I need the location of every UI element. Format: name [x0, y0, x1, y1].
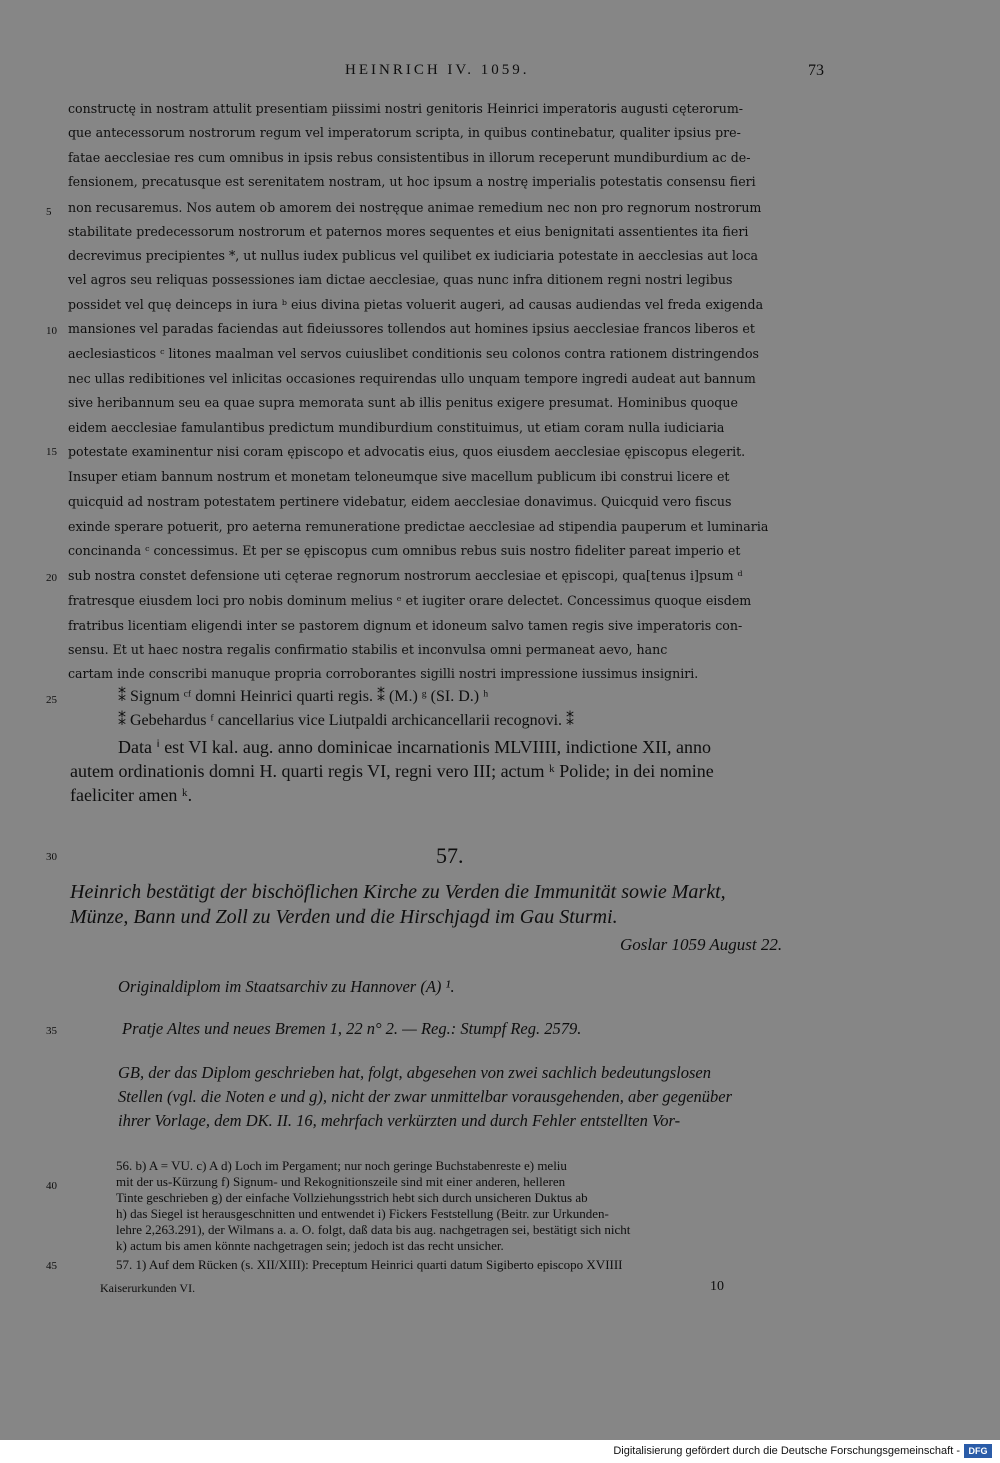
dfg-logo[interactable]: DFG: [964, 1444, 992, 1458]
footnote-line: 56. b) A = VU. c) A d) Loch im Pergament; nur noch geringe Buchstabenreste e) meliu: [116, 1158, 567, 1173]
sheet-number: 10: [710, 1279, 724, 1294]
line-number-25: 25: [46, 694, 57, 706]
page-title: HEINRICH IV. 1059.: [345, 62, 530, 78]
text-line: potestate examinentur nisi coram ępiscopo et advocatis eius, quos eiusdem aecclesiae ępiscopus elegerit.: [68, 444, 746, 459]
dating-line: Data ⁱ est VI kal. aug. anno dominicae incarnationis MLVIIII, indictione XII, anno: [118, 737, 712, 757]
footnote-line: h) das Siegel ist herausgeschnitten und entwendet i) Fickers Feststellung (Beitr. zur Urkunden-: [116, 1206, 609, 1221]
text-line: eidem aecclesiae famulantibus predictum mundiburdium constituimus, ut etiam coram nulla iudiciaria: [68, 420, 725, 435]
text-line: sive heribannum seu ea quae supra memorata sunt ab illis penitus exigere presumat. Hominibus quoque: [68, 395, 738, 410]
line-number-15: 15: [46, 446, 57, 458]
text-line: vel agros seu reliquas possessiones iam dictae aecclesiae, quas nunc infra ditionem regni nostri legibus: [68, 272, 733, 287]
dating-line: autem ordinationis domni H. quarti regis VI, regni vero III; actum ᵏ Polide; in dei nomine: [70, 761, 714, 781]
line-number-45: 45: [46, 1260, 57, 1272]
preface-line: GB, der das Diplom geschrieben hat, folgt, abgesehen von zwei sachlich bedeutungslosen: [118, 1063, 711, 1082]
text-line: fensionem, precatusque est serenitatem nostram, ut hoc ipsum a nostrę imperialis potestatis consensu fieri: [68, 174, 756, 189]
dfg-credit-bar: [0, 1440, 1000, 1463]
footnote-line: lehre 2,263.291), der Wilmans a. a. O. folgt, daß data bis aug. nachgetragen sei, bestätigt sich nicht: [116, 1222, 631, 1237]
text-line: mansiones vel paradas faciendas aut fideiussores tollendos aut homines ipsius aecclesiae francos liberos et: [68, 321, 755, 336]
preface-line: Stellen (vgl. die Noten e und g), nicht der zwar unmittelbar vorausgehenden, aber gegenüber: [118, 1087, 733, 1106]
text-line: fatae aecclesiae res cum omnibus in ipsis rebus consistentibus in illorum receperunt mundiburdium ac de-: [68, 150, 751, 165]
text-line: concinanda ᶜ concessimus. Et per se ępiscopus cum omnibus rebus suis nostro fideliter pareat imperio et: [68, 543, 741, 558]
text-line: que antecessorum nostrorum regum vel imperatorum scripta, in quibus continebatur, qualiter ipsius pre-: [68, 125, 741, 140]
text-line: decrevimus precipientes *, ut nullus iudex publicus vel quilibet ex iudiciaria potestate in aecclesias aut loca: [68, 248, 759, 263]
editions-note: Pratje Altes und neues Bremen 1, 22 n° 2. — Reg.: Stumpf Reg. 2579.: [122, 1019, 582, 1038]
text-line: fratresque eiusdem loci pro nobis dominum melius ᵉ et iugiter orare delectet. Concessimus quoque eisdem: [68, 593, 752, 608]
text-line: aeclesiasticos ᶜ litones maalman vel servos cuiuslibet conditionis seu colonos contra rationem distringendos: [68, 346, 759, 361]
line-number-40: 40: [46, 1180, 57, 1192]
text-line: exinde sperare potuerit, pro aeterna remuneratione predictae aecclesiae ad stipendia pauperum et luminaria: [68, 519, 769, 534]
regest-line: Münze, Bann und Zoll zu Verden und die Hirschjagd im Gau Sturmi.: [70, 906, 618, 928]
footnote-line: 57. 1) Auf dem Rücken (s. XII/XIII): Preceptum Heinrici quarti datum Sigiberto episcopo XVIIII: [116, 1257, 623, 1272]
signum-line: ⁑ Signum ᶜᶠ domni Heinrici quarti regis. ⁑ (M.) ᵍ (SI. D.) ʰ: [118, 688, 489, 705]
text-line: Insuper etiam bannum nostrum et monetam teloneumque sive macellum publicum ibi construi licere et: [68, 469, 730, 484]
line-number-10: 10: [46, 325, 57, 337]
preface-line: ihrer Vorlage, dem DK. II. 16, mehrfach verkürzten und durch Fehler entstellten Vor-: [118, 1111, 681, 1130]
page-number: 73: [808, 62, 824, 79]
signature-mark: Kaiserurkunden VI.: [100, 1281, 196, 1295]
text-line: cartam inde conscribi manuque propria corroborantes sigilli nostri impressione iussimus insigniri.: [68, 666, 699, 681]
text-line: fratribus licentiam eligendi inter se pastorem dignum et idoneum salvo tamen regis sive imperatoris con-: [68, 618, 743, 633]
text-line: nec ullas redibitiones vel inlicitas occasiones requirendas ullo unquam tempore ingredi audeat aut bannum: [68, 371, 756, 386]
text-line: non recusaremus. Nos autem ob amorem dei nostręque animae remedium nec non pro regnorum nostrorum: [68, 200, 762, 215]
place-date-line: Goslar 1059 August 22.: [620, 935, 783, 954]
text-line: quicquid ad nostram potestatem pertinere videbatur, eidem aecclesiae donavimus. Quicquid vero fiscus: [68, 494, 732, 509]
footnote-line: k) actum bis amen könnte nachgetragen sein; jedoch ist das recht unsicher.: [116, 1238, 504, 1253]
regest-line: Heinrich bestätigt der bischöflichen Kirche zu Verden die Immunität sowie Markt,: [70, 881, 726, 903]
dfg-credit-text: Digitalisierung gefördert durch die Deutsche Forschungsgemeinschaft -: [613, 1445, 960, 1457]
dating-line: faeliciter amen ᵏ.: [70, 785, 193, 805]
running-header: [0, 62, 1000, 82]
text-line: sensu. Et ut haec nostra regalis confirmatio stabilis et inconvulsa omni permaneat aevo, hanc: [68, 642, 668, 657]
footnote-line: Tinte geschrieben g) der einfache Vollziehungsstrich hebt sich durch unsicheren Duktus ab: [116, 1190, 588, 1205]
line-number-20: 20: [46, 572, 57, 584]
original-note: Originaldiplom im Staatsarchiv zu Hannover (A) ¹.: [118, 977, 455, 996]
footnote-line: mit der us-Kürzung f) Signum- und Rekognitionszeile sind mit einer anderen, helleren: [116, 1174, 566, 1189]
recognition-line: ⁑ Gebehardus ᶠ cancellarius vice Liutpaldi archicancellarii recognovi. ⁑: [118, 712, 575, 729]
text-line: stabilitate predecessorum nostrorum et paternos mores sequentes et eius benignitati assentientes ita fieri: [68, 224, 749, 239]
text-line: constructę in nostram attulit presentiam piissimi nostri genitoris Heinrici imperatoris augusti cęterorum-: [68, 101, 744, 116]
text-line: sub nostra constet defensione uti cęterae regnorum nostrorum aecclesiae et ępiscopi, qua[tenus i]psum ᵈ: [68, 568, 743, 583]
text-line: possidet vel quę deinceps in iura ᵇ eius divina pietas voluerit augeri, ad causas audiendas vel freda exigenda: [68, 297, 764, 312]
line-number-35: 35: [46, 1025, 57, 1037]
document-number: 57.: [436, 843, 464, 868]
line-number-30: 30: [46, 851, 57, 863]
line-number-5: 5: [46, 206, 52, 218]
